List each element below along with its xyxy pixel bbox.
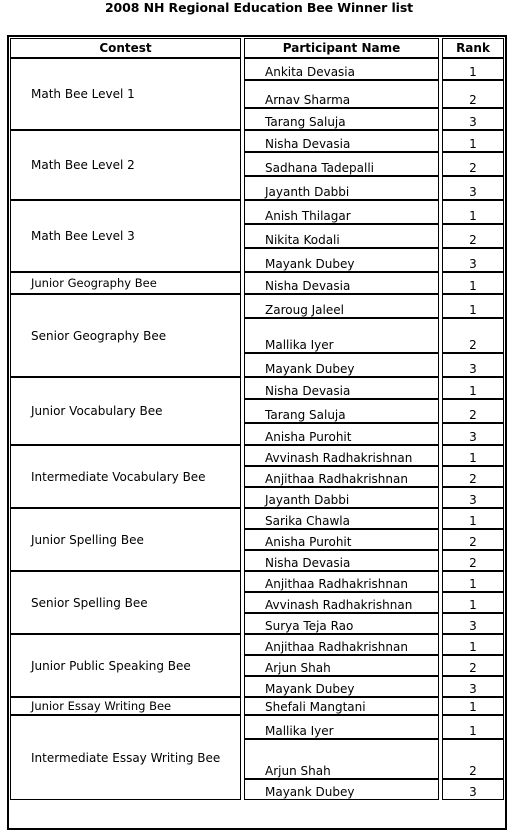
participant-name-cell: Arjun Shah — [244, 739, 439, 779]
participant-name-cell: Arnav Sharma — [244, 80, 439, 108]
contest-name-cell: Junior Vocabulary Bee — [10, 377, 241, 445]
participant-name-cell: Anjithaa Radhakrishnan — [244, 634, 439, 655]
participant-name-cell: Sarika Chawla — [244, 508, 439, 529]
contest-name-cell: Senior Geography Bee — [10, 294, 241, 377]
participant-name-cell: Jayanth Dabbi — [244, 487, 439, 508]
participant-name-cell: Anisha Purohit — [244, 423, 439, 445]
participant-name-cell: Mallika Iyer — [244, 715, 439, 739]
rank-cell: 3 — [442, 248, 504, 272]
participant-name-cell: Anish Thilagar — [244, 200, 439, 224]
table-row — [10, 715, 504, 739]
rank-cell: 2 — [442, 739, 504, 779]
table-body — [10, 58, 504, 800]
rank-cell: 3 — [442, 423, 504, 445]
participant-name-cell: Tarang Saluja — [244, 108, 439, 130]
table-row — [10, 200, 504, 224]
contest-name-cell: Math Bee Level 1 — [10, 58, 241, 130]
table-row — [10, 445, 504, 466]
participant-name-cell: Nisha Devasia — [244, 130, 439, 152]
participant-name-cell: Avvinash Radhakrishnan — [244, 445, 439, 466]
participant-name-cell: Mayank Dubey — [244, 353, 439, 377]
rank-cell: 2 — [442, 399, 504, 423]
contest-name-cell: Junior Essay Writing Bee — [10, 697, 241, 715]
rank-cell: 1 — [442, 715, 504, 739]
participant-name-cell: Nikita Kodali — [244, 224, 439, 248]
rank-cell: 2 — [442, 80, 504, 108]
participant-name-cell: Mayank Dubey — [244, 779, 439, 800]
table-row — [10, 571, 504, 592]
table-row — [10, 294, 504, 318]
rank-cell: 3 — [442, 613, 504, 634]
rank-cell: 1 — [442, 377, 504, 399]
participant-name-cell: Arjun Shah — [244, 655, 439, 676]
rank-cell: 1 — [442, 445, 504, 466]
rank-cell: 3 — [442, 353, 504, 377]
participant-name-cell: Sadhana Tadepalli — [244, 152, 439, 176]
rank-cell: 1 — [442, 200, 504, 224]
document-title: 2008 NH Regional Education Bee Winner list — [104, 0, 414, 15]
rank-cell: 1 — [442, 571, 504, 592]
participant-name-cell: Zaroug Jaleel — [244, 294, 439, 318]
rank-cell: 2 — [442, 152, 504, 176]
column-header-contest: Contest — [10, 38, 241, 58]
rank-cell: 3 — [442, 487, 504, 508]
rank-cell: 3 — [442, 108, 504, 130]
table-row — [10, 272, 504, 294]
rank-cell: 1 — [442, 508, 504, 529]
contest-name-cell: Junior Public Speaking Bee — [10, 634, 241, 697]
rank-cell: 1 — [442, 697, 504, 715]
contest-name-cell: Math Bee Level 2 — [10, 130, 241, 200]
table-header-row — [10, 38, 504, 58]
rank-cell: 3 — [442, 176, 504, 200]
participant-name-cell: Mallika Iyer — [244, 318, 439, 353]
rank-cell: 2 — [442, 655, 504, 676]
rank-cell: 3 — [442, 676, 504, 697]
table-row — [10, 58, 504, 80]
contest-name-cell: Senior Spelling Bee — [10, 571, 241, 634]
rank-cell: 1 — [442, 592, 504, 613]
participant-name-cell: Shefali Mangtani — [244, 697, 439, 715]
participant-name-cell: Mayank Dubey — [244, 676, 439, 697]
contest-name-cell: Junior Geography Bee — [10, 272, 241, 294]
rank-cell: 1 — [442, 634, 504, 655]
contest-name-cell: Intermediate Vocabulary Bee — [10, 445, 241, 508]
rank-cell: 3 — [442, 779, 504, 800]
table-row — [10, 697, 504, 715]
contest-name-cell: Junior Spelling Bee — [10, 508, 241, 571]
table-row — [10, 130, 504, 152]
rank-cell: 1 — [442, 130, 504, 152]
participant-name-cell: Jayanth Dabbi — [244, 176, 439, 200]
winner-table — [10, 38, 504, 800]
contest-name-cell: Intermediate Essay Writing Bee — [10, 715, 241, 800]
participant-name-cell: Mayank Dubey — [244, 248, 439, 272]
column-header-participant-name: Participant Name — [244, 38, 439, 58]
rank-cell: 2 — [442, 550, 504, 571]
rank-cell: 1 — [442, 294, 504, 318]
table-row — [10, 508, 504, 529]
participant-name-cell: Ankita Devasia — [244, 58, 439, 80]
table-row — [10, 377, 504, 399]
participant-name-cell: Nisha Devasia — [244, 272, 439, 294]
rank-cell: 1 — [442, 58, 504, 80]
rank-cell: 2 — [442, 466, 504, 487]
participant-name-cell: Avvinash Radhakrishnan — [244, 592, 439, 613]
participant-name-cell: Nisha Devasia — [244, 377, 439, 399]
participant-name-cell: Nisha Devasia — [244, 550, 439, 571]
contest-name-cell: Math Bee Level 3 — [10, 200, 241, 272]
rank-cell: 1 — [442, 272, 504, 294]
rank-cell: 2 — [442, 529, 504, 550]
participant-name-cell: Anjithaa Radhakrishnan — [244, 466, 439, 487]
rank-cell: 2 — [442, 318, 504, 353]
table-row — [10, 634, 504, 655]
rank-cell: 2 — [442, 224, 504, 248]
column-header-rank: Rank — [442, 38, 504, 58]
participant-name-cell: Tarang Saluja — [244, 399, 439, 423]
participant-name-cell: Surya Teja Rao — [244, 613, 439, 634]
participant-name-cell: Anjithaa Radhakrishnan — [244, 571, 439, 592]
participant-name-cell: Anisha Purohit — [244, 529, 439, 550]
